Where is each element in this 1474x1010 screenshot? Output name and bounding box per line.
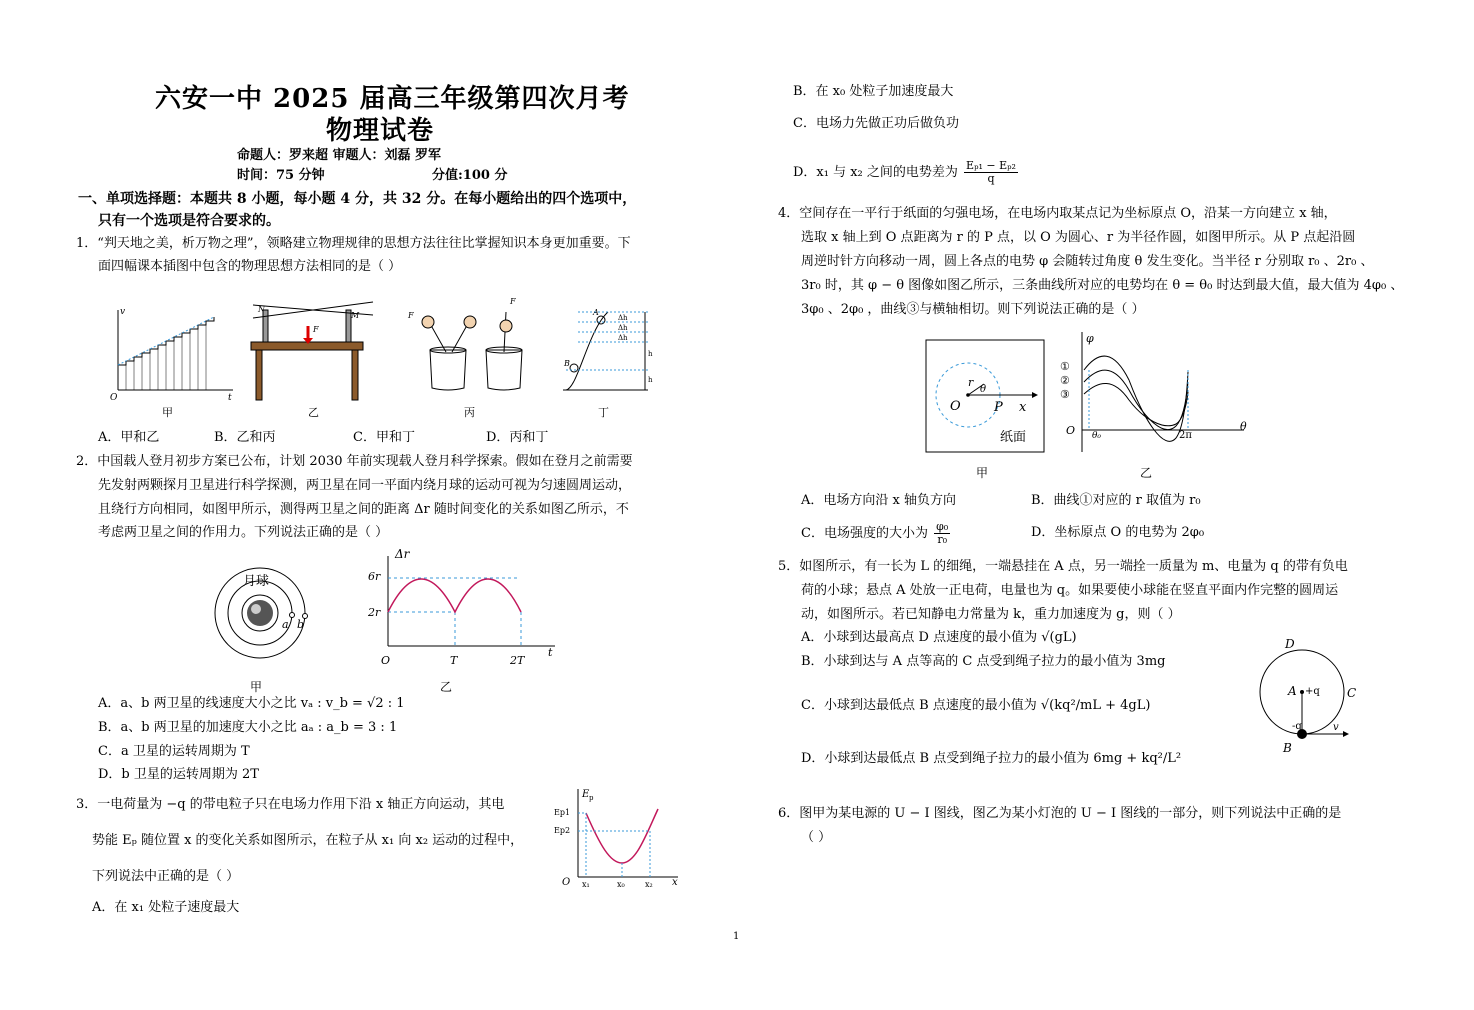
svg-text:2T: 2T bbox=[510, 654, 525, 667]
q3-ep-graph bbox=[552, 785, 692, 890]
section-heading: 一、单项选择题：本题共 8 小题，每小题 4 分，共 32 分。在每小题给出的四个选项中， bbox=[78, 191, 637, 207]
svg-text:Δh: Δh bbox=[618, 324, 628, 332]
moon-label: 月球 bbox=[243, 574, 270, 589]
q5-option-d: D．小球到达最低点 B 点受到绳子拉力的最小值为 6mg + kq²/L² bbox=[801, 751, 1182, 766]
fig-delta-r-graph bbox=[367, 547, 555, 667]
fig-staircase bbox=[110, 307, 233, 403]
svg-text:h: h bbox=[648, 376, 653, 384]
q1-fig-label-bing: 丙 bbox=[464, 406, 475, 419]
svg-text:x₁: x₁ bbox=[582, 880, 590, 889]
svg-text:①: ① bbox=[1060, 360, 1070, 373]
q3-option-d-denominator: q bbox=[987, 172, 995, 185]
q4-option-c-numerator: φ₀ bbox=[936, 520, 949, 533]
svg-text:θ: θ bbox=[1240, 420, 1247, 433]
q3-option-d bbox=[793, 160, 1020, 185]
svg-text:A: A bbox=[593, 308, 599, 317]
exam-score: 分值:100 分 bbox=[432, 168, 508, 183]
svg-text:t: t bbox=[548, 646, 553, 659]
svg-text:B: B bbox=[1283, 741, 1292, 755]
svg-text:x₂: x₂ bbox=[645, 880, 653, 889]
q4-option-d: D．坐标原点 O 的电势为 2φ₀ bbox=[1031, 525, 1205, 540]
q3-option-d-fraction bbox=[964, 160, 1018, 185]
svg-text:F: F bbox=[510, 297, 516, 306]
q3-text: 3．一电荷量为 −q 的带电粒子只在电场力作用下沿 x 轴正方向运动，其电 bbox=[76, 797, 505, 812]
q5-option-c: C．小球到达最低点 B 点速度的最小值为 √(kq²/mL + 4gL) bbox=[801, 698, 1151, 713]
svg-text:b: b bbox=[297, 618, 305, 631]
svg-text:T: T bbox=[450, 654, 458, 667]
section-heading-cont: 只有一个选项是符合要求的。 bbox=[98, 213, 280, 229]
svg-text:D: D bbox=[1285, 637, 1295, 651]
q2-figures bbox=[205, 548, 565, 673]
q4-option-a: A．电场方向沿 x 轴负方向 bbox=[801, 493, 956, 508]
svg-text:h: h bbox=[648, 350, 653, 358]
q4-text: 4．空间存在一平行于纸面的匀强电场，在电场内取某点记为坐标原点 O，沿某一方向建立 x 轴， bbox=[778, 206, 1337, 221]
exam-subtitle: 物理试卷 bbox=[326, 116, 435, 146]
q2-fig-label-jia: 甲 bbox=[250, 680, 263, 694]
fig-cups bbox=[407, 297, 522, 390]
svg-text:N: N bbox=[258, 305, 265, 314]
svg-text:v: v bbox=[120, 307, 126, 317]
svg-text:O: O bbox=[381, 654, 391, 667]
svg-text:x₀: x₀ bbox=[617, 880, 625, 889]
exam-time: 时间：75 分钟 bbox=[237, 168, 325, 183]
svg-text:a: a bbox=[282, 618, 289, 631]
q1-option-a: A．甲和乙 bbox=[98, 430, 160, 445]
q2-text-cont2: 且绕行方向相同，如图甲所示，测得两卫星之间的距离 Δr 随时间变化的关系如图乙所示，不 bbox=[98, 502, 629, 517]
svg-text:F: F bbox=[313, 325, 319, 334]
q3-option-b: B．在 x₀ 处粒子加速度最大 bbox=[793, 84, 954, 99]
q1-fig-label-ding: 丁 bbox=[598, 406, 609, 419]
svg-text:A: A bbox=[1288, 684, 1297, 698]
q4-text-cont3: 3r₀ 时，其 φ − θ 图像如图乙所示，三条曲线所对应的电势均在 θ = θ₀ 时达到最大值，最大值为 4φ₀ 、 bbox=[801, 278, 1404, 293]
q4-option-c-text: C．电场强度的大小为 bbox=[801, 526, 928, 541]
exam-authors: 命题人：罗来超 审题人：刘磊 罗军 bbox=[237, 148, 442, 163]
fig-table bbox=[251, 302, 373, 400]
q3-option-d-text: D．x₁ 与 x₂ 之间的电势差为 bbox=[793, 165, 958, 180]
q4-fig-label-yi: 乙 bbox=[1140, 466, 1153, 480]
page-number: 1 bbox=[733, 931, 740, 942]
svg-text:φ: φ bbox=[1086, 332, 1094, 345]
q2-option-b: B．a、b 两卫星的加速度大小之比 aₐ : a_b = 3 : 1 bbox=[98, 720, 398, 735]
fig-field-circle bbox=[926, 340, 1044, 452]
svg-text:Δh: Δh bbox=[618, 334, 628, 342]
svg-text:r: r bbox=[968, 376, 974, 389]
svg-text:O: O bbox=[950, 399, 961, 414]
exam-title: 六安一中 2025 届高三年级第四次月考 bbox=[155, 84, 630, 114]
q1-text-cont: 面四幅课本插图中包含的物理思想方法相同的是（ ） bbox=[98, 259, 402, 274]
svg-text:2π: 2π bbox=[1179, 430, 1192, 441]
q2-text-cont1: 先发射两颗探月卫星进行科学探测，两卫星在同一平面内绕月球的运动可视为匀速圆周运动， bbox=[98, 478, 632, 493]
q5-circle-figure bbox=[1255, 632, 1355, 757]
q1-figures bbox=[108, 290, 653, 420]
svg-text:θ: θ bbox=[980, 384, 987, 395]
q1-option-d: D．丙和丁 bbox=[486, 430, 549, 445]
svg-text:v: v bbox=[1333, 722, 1339, 733]
q2-option-a: A．a、b 两卫星的线速度大小之比 vₐ : v_b = √2 : 1 bbox=[98, 696, 405, 711]
svg-text:x: x bbox=[1019, 400, 1027, 415]
q3-text-cont2: 下列说法中正确的是（ ） bbox=[92, 869, 240, 884]
q2-option-d: D．b 卫星的运转周期为 2T bbox=[98, 767, 259, 782]
svg-text:E: E bbox=[582, 789, 590, 800]
svg-text:t: t bbox=[228, 393, 232, 403]
svg-text:x: x bbox=[672, 877, 678, 888]
svg-text:p: p bbox=[589, 794, 594, 802]
q2-text: 2．中国载人登月初步方案已公布，计划 2030 年前实现载人登月科学探索。假如在登月之前需要 bbox=[76, 454, 633, 469]
svg-text:2r: 2r bbox=[368, 606, 381, 619]
q4-fig-label-jia: 甲 bbox=[976, 466, 989, 480]
q6-text: 6．图甲为某电源的 U − I 图线，图乙为某小灯泡的 U − I 图线的一部分，则下列说法中正确的是 bbox=[778, 806, 1342, 821]
q4-text-cont4: 3φ₀ 、2φ₀ ，曲线③与横轴相切。则下列说法正确的是（ ） bbox=[801, 302, 1145, 317]
svg-text:P: P bbox=[994, 400, 1003, 415]
fig-phi-theta-graph bbox=[1060, 332, 1247, 452]
q4-option-c bbox=[801, 521, 952, 546]
q3-text-cont1: 势能 Eₚ 随位置 x 的变化关系如图所示，在粒子从 x₁ 向 x₂ 运动的过程中， bbox=[92, 833, 524, 848]
svg-text:Ep1: Ep1 bbox=[554, 808, 571, 817]
q4-figures bbox=[924, 330, 1264, 455]
q1-fig-label-jia: 甲 bbox=[162, 406, 173, 419]
q5-option-a: A．小球到达最高点 D 点速度的最小值为 √(gL) bbox=[801, 630, 1077, 645]
svg-text:B: B bbox=[564, 359, 570, 368]
q4-option-b: B．曲线①对应的 r 取值为 r₀ bbox=[1031, 493, 1201, 508]
svg-text:Ep2: Ep2 bbox=[554, 826, 571, 835]
q3-option-c: C．电场力先做正功后做负功 bbox=[793, 116, 959, 131]
q2-text-cont3: 考虑两卫星之间的作用力。下列说法正确的是（ ） bbox=[98, 525, 389, 540]
q3-option-a: A．在 x₁ 处粒子速度最大 bbox=[92, 900, 240, 915]
svg-text:C: C bbox=[1347, 686, 1357, 700]
svg-text:M: M bbox=[351, 311, 360, 320]
q1-option-c: C．甲和丁 bbox=[353, 430, 415, 445]
q2-option-c: C．a 卫星的运转周期为 T bbox=[98, 744, 250, 759]
q4-text-cont1: 选取 x 轴上到 O 点距离为 r 的 P 点，以 O 为圆心、r 为半径作圆，如图甲所示。从 P 点起沿圆 bbox=[801, 230, 1356, 245]
svg-text:O: O bbox=[562, 877, 571, 888]
svg-text:6r: 6r bbox=[368, 570, 381, 583]
svg-text:O: O bbox=[1066, 424, 1076, 437]
q3-option-d-numerator: Eₚ₁ − Eₚ₂ bbox=[966, 159, 1016, 172]
q1-text: 1．“判天地之美，析万物之理”，领略建立物理规律的思想方法往往比掌握知识本身更加重要。下 bbox=[76, 236, 631, 251]
svg-text:③: ③ bbox=[1060, 388, 1070, 401]
q4-text-cont2: 周逆时针方向移动一周，圆上各点的电势 φ 会随转过角度 θ 发生变化。当半径 r 分别取 r₀ 、2r₀ 、 bbox=[801, 254, 1374, 269]
svg-text:Δr: Δr bbox=[395, 547, 410, 561]
paper-label: 纸面 bbox=[1000, 430, 1027, 445]
q4-option-c-fraction bbox=[934, 521, 950, 546]
q5-text-cont1: 荷的小球；悬点 A 处放一正电荷，电量也为 q。如果要使小球能在竖直平面内作完整的圆周运 bbox=[801, 583, 1339, 598]
fig-slope bbox=[563, 308, 653, 390]
q1-fig-label-yi: 乙 bbox=[308, 406, 319, 419]
q6-text-cont: （ ） bbox=[801, 830, 832, 845]
q5-option-b: B．小球到达与 A 点等高的 C 点受到绳子拉力的最小值为 3mg bbox=[801, 654, 1166, 669]
svg-text:+q: +q bbox=[1305, 686, 1320, 697]
q2-fig-label-yi: 乙 bbox=[440, 680, 453, 694]
svg-text:θ₀: θ₀ bbox=[1092, 431, 1102, 441]
svg-text:-q: -q bbox=[1292, 721, 1302, 732]
q4-option-c-denominator: r₀ bbox=[937, 533, 947, 546]
svg-text:Δh: Δh bbox=[618, 314, 628, 322]
svg-text:F: F bbox=[408, 311, 414, 320]
q1-option-b: B．乙和丙 bbox=[214, 430, 276, 445]
svg-text:②: ② bbox=[1060, 374, 1070, 387]
svg-text:O: O bbox=[110, 393, 118, 403]
q5-text: 5．如图所示，有一长为 L 的细绳，一端悬挂在 A 点，另一端拴一质量为 m、电量为 q 的带有负电 bbox=[778, 559, 1348, 574]
q5-text-cont2: 动，如图所示。若已知静电力常量为 k，重力加速度为 g，则（ ） bbox=[801, 607, 1181, 622]
